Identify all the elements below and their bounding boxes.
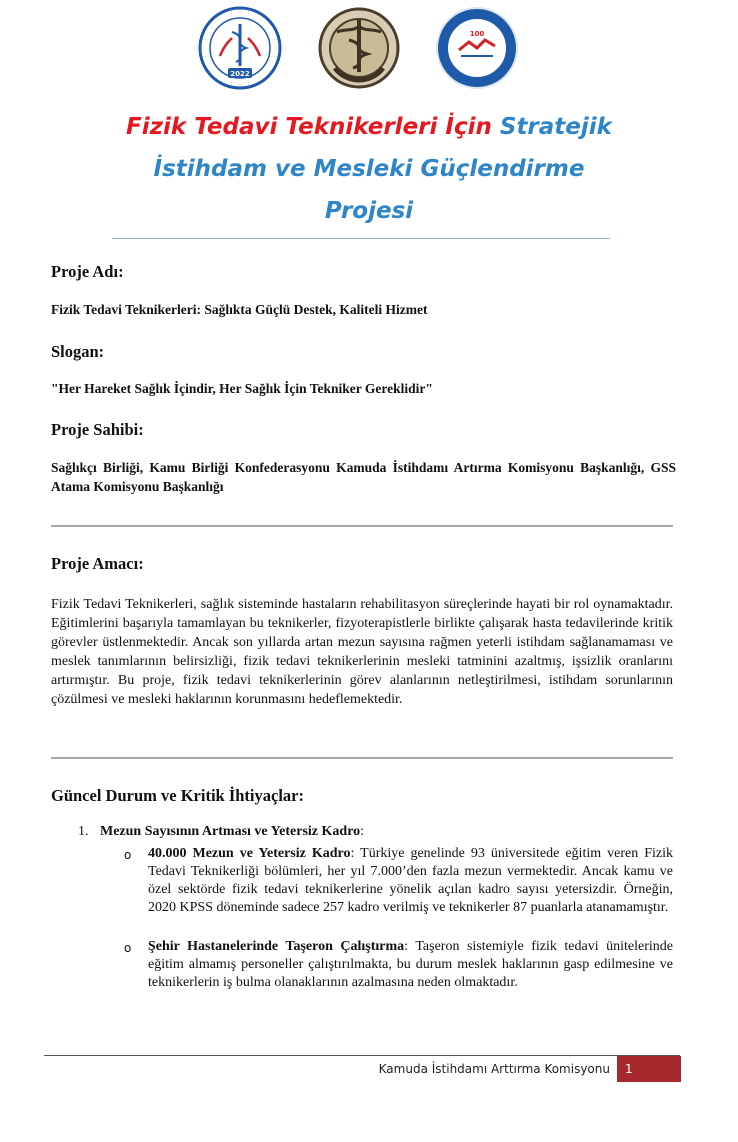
sub-list-item xyxy=(148,938,673,992)
sub-item-text: : Türkiye genelinde 93 üniversitede eğitim veren Fizik Tedavi Teknikerliği bölümleri, her yıl 7.000’den fazla mezun vermektedir. Ancak kamu ve özel sektörde fizik tedavi teknikerlerine yönelik açılan kadro sayısı yetersizdir. Örneğin, 2020 KPSS döneminde sadece 257 kadro verilmiş ve teknikerler 87 puanlarla atanamamıştır. xyxy=(148,846,673,915)
proje-amaci-heading: Proje Amacı: xyxy=(51,554,144,573)
kamu-birligi-logo xyxy=(435,6,519,90)
sub-list-item xyxy=(148,845,673,917)
section-divider xyxy=(51,757,673,759)
title-red-part: Fizik Tedavi Teknikerleri İçin xyxy=(126,114,492,140)
proje-adi-heading: Proje Adı: xyxy=(51,262,124,281)
bullet-icon: o xyxy=(124,941,132,955)
footer-text: Kamuda İstihdamı Arttırma Komisyonu xyxy=(378,1062,610,1076)
list-number: 1. xyxy=(78,824,89,839)
logo-year: 2022 xyxy=(230,70,250,78)
proje-adi-text: Fizik Tedavi Teknikerleri: Sağlıkta Güçlü Destek, Kaliteli Hizmet xyxy=(51,302,428,317)
section-divider xyxy=(51,525,673,527)
saglikci-birligi-logo xyxy=(317,6,401,90)
proje-sahibi-heading: Proje Sahibi: xyxy=(51,420,144,439)
slogan-text: "Her Hareket Sağlık İçindir, Her Sağlık İçin Tekniker Gereklidir" xyxy=(51,381,433,396)
page-number: 1 xyxy=(617,1056,681,1082)
slogan-heading: Slogan: xyxy=(51,342,105,361)
document-title xyxy=(100,106,638,232)
bullet-icon: o xyxy=(124,848,132,862)
guncel-durum-heading: Güncel Durum ve Kritik İhtiyaçlar: xyxy=(51,786,304,805)
sub-item-title: Şehir Hastanelerinde Taşeron Çalıştırma xyxy=(148,939,405,954)
title-blue-line3: Projesi xyxy=(324,198,414,224)
title-divider xyxy=(112,238,610,239)
title-blue-line2: İstihdam ve Mesleki Güçlendirme xyxy=(153,156,585,182)
proje-sahibi-text: Sağlıkçı Birliği, Kamu Birliği Konfederasyonu Kamuda İstihdamı Artırma Komisyonu Başkanlığı, GSS Atama Komisyonu Başkanlığı xyxy=(51,460,676,494)
list-item-colon: : xyxy=(360,824,365,839)
genc-saglik-sendikasi-logo xyxy=(198,6,282,90)
sub-item-title: 40.000 Mezun ve Yetersiz Kadro xyxy=(148,846,351,861)
footer-divider xyxy=(44,1055,680,1056)
proje-amaci-paragraph: Fizik Tedavi Teknikerleri, sağlık sisteminde hastaların rehabilitasyon süreçlerinde hayati bir rol oynamaktadır. Eğitimlerini başarıyla tamamlayan bu teknikerler, fizyoterapistlerle birlikte çalışarak hasta tedavilerinde kritik görevler üstlenmektedir. Ancak son yıllarda artan mezun sayısına rağmen yeterli istihdam sağlanamaması ve meslek tanımlarının belirsizliği, fizik tedavi teknikerlerinin mesleki tatminini azaltmış, işsizlik oranlarını artırmıştır. Bu proje, fizik tedavi teknikerlerinin görev alanlarının netleştirilmesi, istihdam sorunlarının çözülmesi ve mesleki haklarının korunmasını hedeflemektedir. xyxy=(51,597,673,707)
logo-row xyxy=(0,6,738,90)
list-item xyxy=(78,824,364,840)
svg-text:100: 100 xyxy=(469,30,485,38)
list-item-title: Mezun Sayısının Artması ve Yetersiz Kadro xyxy=(100,824,361,839)
title-blue-line1: Stratejik xyxy=(499,114,612,140)
sub-item-text: : Taşeron sistemiyle fizik tedavi ünitelerinde eğitim almamış personeller çalıştırılmakta, bu durum meslek haklarının gasp edilmesine ve teknikerlerin iş bulma olanaklarının azalmasına neden olmaktadır. xyxy=(148,939,674,990)
